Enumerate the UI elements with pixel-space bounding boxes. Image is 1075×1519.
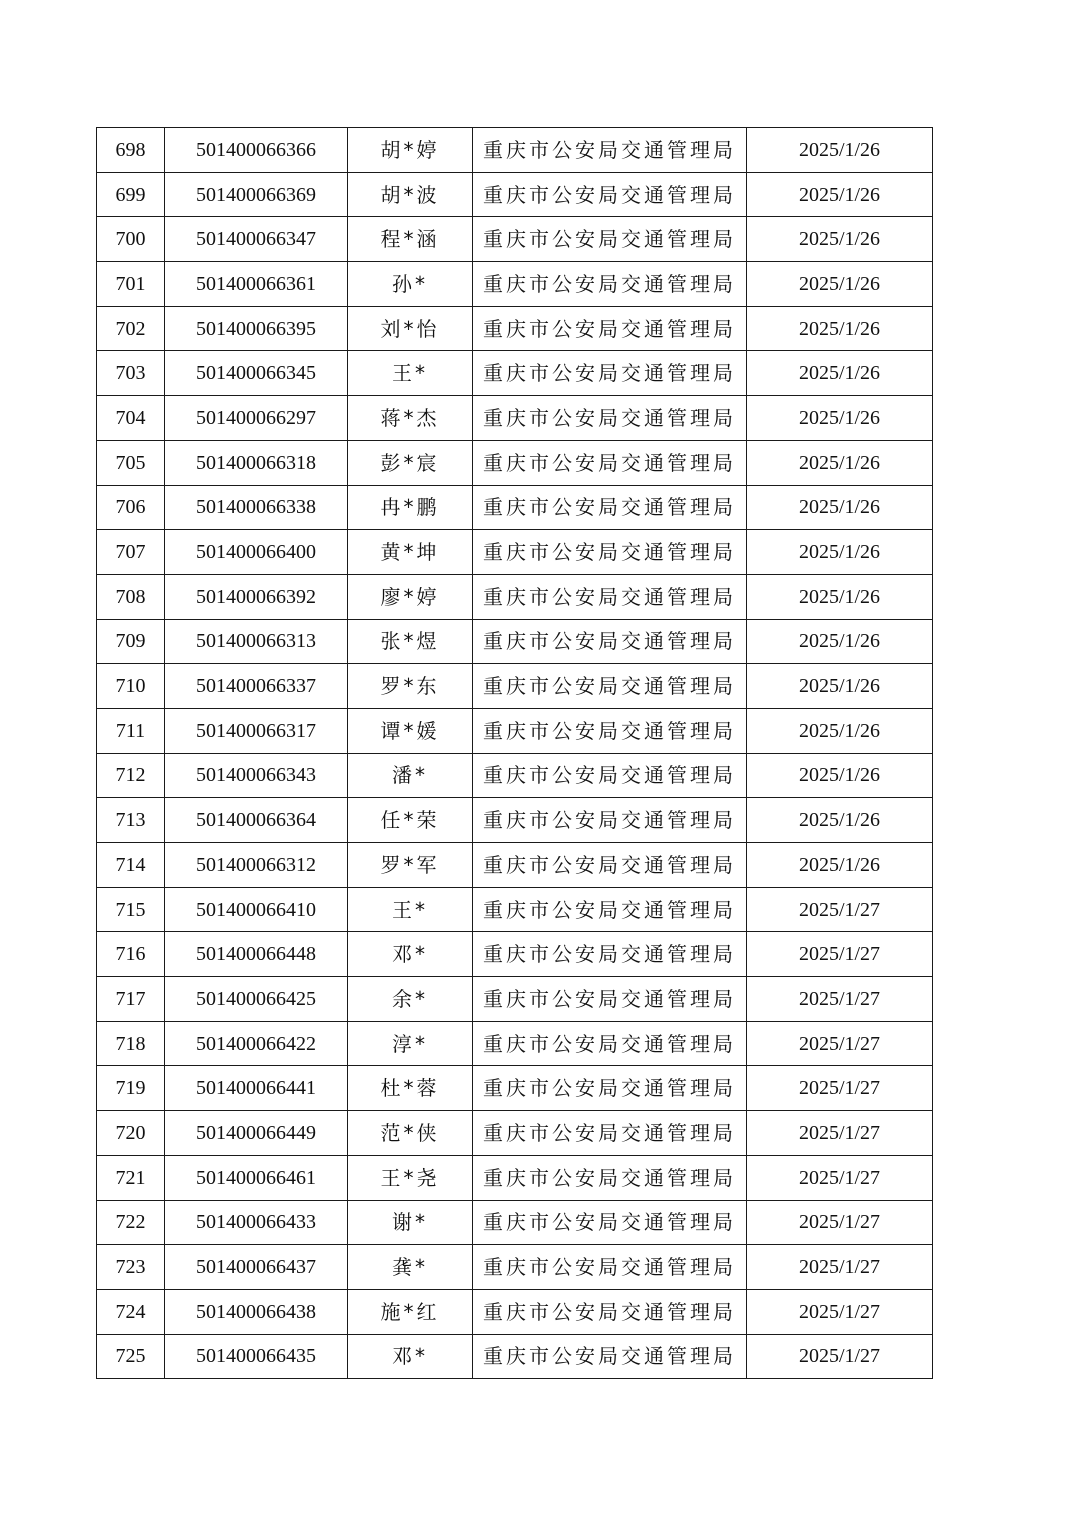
table-row bbox=[97, 664, 933, 709]
issuer-cell: 重庆市公安局交通管理局 bbox=[473, 440, 747, 485]
date-cell: 2025/1/26 bbox=[747, 262, 933, 307]
seq-cell: 717 bbox=[97, 977, 165, 1022]
issuer-cell: 重庆市公安局交通管理局 bbox=[473, 530, 747, 575]
table-row bbox=[97, 1200, 933, 1245]
seq-cell: 711 bbox=[97, 708, 165, 753]
seq-cell: 716 bbox=[97, 932, 165, 977]
table-row bbox=[97, 485, 933, 530]
date-cell: 2025/1/26 bbox=[747, 128, 933, 173]
seq-cell: 702 bbox=[97, 306, 165, 351]
name-cell: 胡*婷 bbox=[348, 128, 473, 173]
record-id-cell: 501400066435 bbox=[165, 1334, 348, 1379]
issuer-cell: 重庆市公安局交通管理局 bbox=[473, 887, 747, 932]
table-row bbox=[97, 753, 933, 798]
date-cell: 2025/1/26 bbox=[747, 172, 933, 217]
record-id-cell: 501400066437 bbox=[165, 1245, 348, 1290]
name-cell: 任*荣 bbox=[348, 798, 473, 843]
date-cell: 2025/1/27 bbox=[747, 1155, 933, 1200]
issuer-cell: 重庆市公安局交通管理局 bbox=[473, 753, 747, 798]
date-cell: 2025/1/26 bbox=[747, 708, 933, 753]
date-cell: 2025/1/26 bbox=[747, 574, 933, 619]
issuer-cell: 重庆市公安局交通管理局 bbox=[473, 708, 747, 753]
seq-cell: 725 bbox=[97, 1334, 165, 1379]
record-id-cell: 501400066425 bbox=[165, 977, 348, 1022]
seq-cell: 718 bbox=[97, 1021, 165, 1066]
name-cell: 余* bbox=[348, 977, 473, 1022]
seq-cell: 713 bbox=[97, 798, 165, 843]
table-row bbox=[97, 798, 933, 843]
record-id-cell: 501400066400 bbox=[165, 530, 348, 575]
name-cell: 龚* bbox=[348, 1245, 473, 1290]
seq-cell: 721 bbox=[97, 1155, 165, 1200]
record-id-cell: 501400066361 bbox=[165, 262, 348, 307]
table-row bbox=[97, 708, 933, 753]
record-id-cell: 501400066347 bbox=[165, 217, 348, 262]
seq-cell: 701 bbox=[97, 262, 165, 307]
date-cell: 2025/1/26 bbox=[747, 306, 933, 351]
table-row bbox=[97, 1334, 933, 1379]
name-cell: 王* bbox=[348, 351, 473, 396]
date-cell: 2025/1/27 bbox=[747, 977, 933, 1022]
issuer-cell: 重庆市公安局交通管理局 bbox=[473, 1155, 747, 1200]
date-cell: 2025/1/26 bbox=[747, 798, 933, 843]
issuer-cell: 重庆市公安局交通管理局 bbox=[473, 128, 747, 173]
issuer-cell: 重庆市公安局交通管理局 bbox=[473, 1245, 747, 1290]
record-id-cell: 501400066438 bbox=[165, 1289, 348, 1334]
name-cell: 杜*蓉 bbox=[348, 1066, 473, 1111]
table-row bbox=[97, 887, 933, 932]
seq-cell: 700 bbox=[97, 217, 165, 262]
date-cell: 2025/1/26 bbox=[747, 843, 933, 888]
record-id-cell: 501400066410 bbox=[165, 887, 348, 932]
record-id-cell: 501400066448 bbox=[165, 932, 348, 977]
date-cell: 2025/1/27 bbox=[747, 1066, 933, 1111]
seq-cell: 722 bbox=[97, 1200, 165, 1245]
table-row bbox=[97, 1021, 933, 1066]
issuer-cell: 重庆市公安局交通管理局 bbox=[473, 798, 747, 843]
table-row bbox=[97, 1289, 933, 1334]
issuer-cell: 重庆市公安局交通管理局 bbox=[473, 574, 747, 619]
table-row bbox=[97, 1155, 933, 1200]
issuer-cell: 重庆市公安局交通管理局 bbox=[473, 1289, 747, 1334]
record-id-cell: 501400066317 bbox=[165, 708, 348, 753]
table-row bbox=[97, 977, 933, 1022]
issuer-cell: 重庆市公安局交通管理局 bbox=[473, 977, 747, 1022]
name-cell: 范*侠 bbox=[348, 1111, 473, 1156]
seq-cell: 724 bbox=[97, 1289, 165, 1334]
seq-cell: 719 bbox=[97, 1066, 165, 1111]
table-row bbox=[97, 1245, 933, 1290]
name-cell: 黄*坤 bbox=[348, 530, 473, 575]
issuer-cell: 重庆市公安局交通管理局 bbox=[473, 262, 747, 307]
issuer-cell: 重庆市公安局交通管理局 bbox=[473, 172, 747, 217]
date-cell: 2025/1/26 bbox=[747, 396, 933, 441]
date-cell: 2025/1/26 bbox=[747, 485, 933, 530]
seq-cell: 698 bbox=[97, 128, 165, 173]
seq-cell: 705 bbox=[97, 440, 165, 485]
date-cell: 2025/1/26 bbox=[747, 619, 933, 664]
issuer-cell: 重庆市公安局交通管理局 bbox=[473, 351, 747, 396]
record-id-cell: 501400066449 bbox=[165, 1111, 348, 1156]
date-cell: 2025/1/26 bbox=[747, 440, 933, 485]
issuer-cell: 重庆市公安局交通管理局 bbox=[473, 396, 747, 441]
seq-cell: 720 bbox=[97, 1111, 165, 1156]
issuer-cell: 重庆市公安局交通管理局 bbox=[473, 1021, 747, 1066]
record-id-cell: 501400066369 bbox=[165, 172, 348, 217]
name-cell: 邓* bbox=[348, 1334, 473, 1379]
seq-cell: 706 bbox=[97, 485, 165, 530]
date-cell: 2025/1/27 bbox=[747, 1021, 933, 1066]
date-cell: 2025/1/26 bbox=[747, 217, 933, 262]
name-cell: 胡*波 bbox=[348, 172, 473, 217]
table-row bbox=[97, 440, 933, 485]
name-cell: 邓* bbox=[348, 932, 473, 977]
records-body bbox=[97, 128, 933, 1379]
record-id-cell: 501400066337 bbox=[165, 664, 348, 709]
seq-cell: 704 bbox=[97, 396, 165, 441]
issuer-cell: 重庆市公安局交通管理局 bbox=[473, 1200, 747, 1245]
record-id-cell: 501400066345 bbox=[165, 351, 348, 396]
table-row bbox=[97, 1066, 933, 1111]
name-cell: 刘*怡 bbox=[348, 306, 473, 351]
issuer-cell: 重庆市公安局交通管理局 bbox=[473, 1066, 747, 1111]
date-cell: 2025/1/26 bbox=[747, 530, 933, 575]
record-id-cell: 501400066433 bbox=[165, 1200, 348, 1245]
table-row bbox=[97, 530, 933, 575]
name-cell: 廖*婷 bbox=[348, 574, 473, 619]
record-id-cell: 501400066338 bbox=[165, 485, 348, 530]
record-id-cell: 501400066312 bbox=[165, 843, 348, 888]
name-cell: 罗*军 bbox=[348, 843, 473, 888]
issuer-cell: 重庆市公安局交通管理局 bbox=[473, 619, 747, 664]
name-cell: 淳* bbox=[348, 1021, 473, 1066]
name-cell: 潘* bbox=[348, 753, 473, 798]
seq-cell: 710 bbox=[97, 664, 165, 709]
record-id-cell: 501400066318 bbox=[165, 440, 348, 485]
name-cell: 罗*东 bbox=[348, 664, 473, 709]
seq-cell: 699 bbox=[97, 172, 165, 217]
date-cell: 2025/1/27 bbox=[747, 1111, 933, 1156]
date-cell: 2025/1/27 bbox=[747, 1334, 933, 1379]
issuer-cell: 重庆市公安局交通管理局 bbox=[473, 932, 747, 977]
date-cell: 2025/1/27 bbox=[747, 1289, 933, 1334]
name-cell: 孙* bbox=[348, 262, 473, 307]
seq-cell: 712 bbox=[97, 753, 165, 798]
table-row bbox=[97, 1111, 933, 1156]
name-cell: 程*涵 bbox=[348, 217, 473, 262]
record-id-cell: 501400066392 bbox=[165, 574, 348, 619]
name-cell: 王*尧 bbox=[348, 1155, 473, 1200]
records-table bbox=[96, 127, 933, 1379]
table-row bbox=[97, 396, 933, 441]
table-row bbox=[97, 619, 933, 664]
date-cell: 2025/1/27 bbox=[747, 932, 933, 977]
table-row bbox=[97, 172, 933, 217]
table-row bbox=[97, 843, 933, 888]
record-id-cell: 501400066313 bbox=[165, 619, 348, 664]
seq-cell: 715 bbox=[97, 887, 165, 932]
seq-cell: 709 bbox=[97, 619, 165, 664]
record-id-cell: 501400066343 bbox=[165, 753, 348, 798]
record-id-cell: 501400066461 bbox=[165, 1155, 348, 1200]
record-id-cell: 501400066366 bbox=[165, 128, 348, 173]
name-cell: 谢* bbox=[348, 1200, 473, 1245]
issuer-cell: 重庆市公安局交通管理局 bbox=[473, 485, 747, 530]
name-cell: 施*红 bbox=[348, 1289, 473, 1334]
table-row bbox=[97, 574, 933, 619]
date-cell: 2025/1/26 bbox=[747, 351, 933, 396]
record-id-cell: 501400066422 bbox=[165, 1021, 348, 1066]
record-id-cell: 501400066395 bbox=[165, 306, 348, 351]
table-row bbox=[97, 217, 933, 262]
date-cell: 2025/1/27 bbox=[747, 1245, 933, 1290]
date-cell: 2025/1/26 bbox=[747, 753, 933, 798]
table-row bbox=[97, 932, 933, 977]
record-id-cell: 501400066441 bbox=[165, 1066, 348, 1111]
issuer-cell: 重庆市公安局交通管理局 bbox=[473, 1334, 747, 1379]
table-row bbox=[97, 262, 933, 307]
seq-cell: 714 bbox=[97, 843, 165, 888]
name-cell: 谭*媛 bbox=[348, 708, 473, 753]
name-cell: 蒋*杰 bbox=[348, 396, 473, 441]
seq-cell: 703 bbox=[97, 351, 165, 396]
name-cell: 王* bbox=[348, 887, 473, 932]
issuer-cell: 重庆市公安局交通管理局 bbox=[473, 306, 747, 351]
name-cell: 张*煜 bbox=[348, 619, 473, 664]
issuer-cell: 重庆市公安局交通管理局 bbox=[473, 217, 747, 262]
seq-cell: 723 bbox=[97, 1245, 165, 1290]
issuer-cell: 重庆市公安局交通管理局 bbox=[473, 1111, 747, 1156]
issuer-cell: 重庆市公安局交通管理局 bbox=[473, 664, 747, 709]
date-cell: 2025/1/26 bbox=[747, 664, 933, 709]
date-cell: 2025/1/27 bbox=[747, 887, 933, 932]
record-id-cell: 501400066297 bbox=[165, 396, 348, 441]
date-cell: 2025/1/27 bbox=[747, 1200, 933, 1245]
table-row bbox=[97, 128, 933, 173]
table-row bbox=[97, 306, 933, 351]
seq-cell: 708 bbox=[97, 574, 165, 619]
seq-cell: 707 bbox=[97, 530, 165, 575]
table-row bbox=[97, 351, 933, 396]
name-cell: 彭*宸 bbox=[348, 440, 473, 485]
name-cell: 冉*鹏 bbox=[348, 485, 473, 530]
issuer-cell: 重庆市公安局交通管理局 bbox=[473, 843, 747, 888]
record-id-cell: 501400066364 bbox=[165, 798, 348, 843]
